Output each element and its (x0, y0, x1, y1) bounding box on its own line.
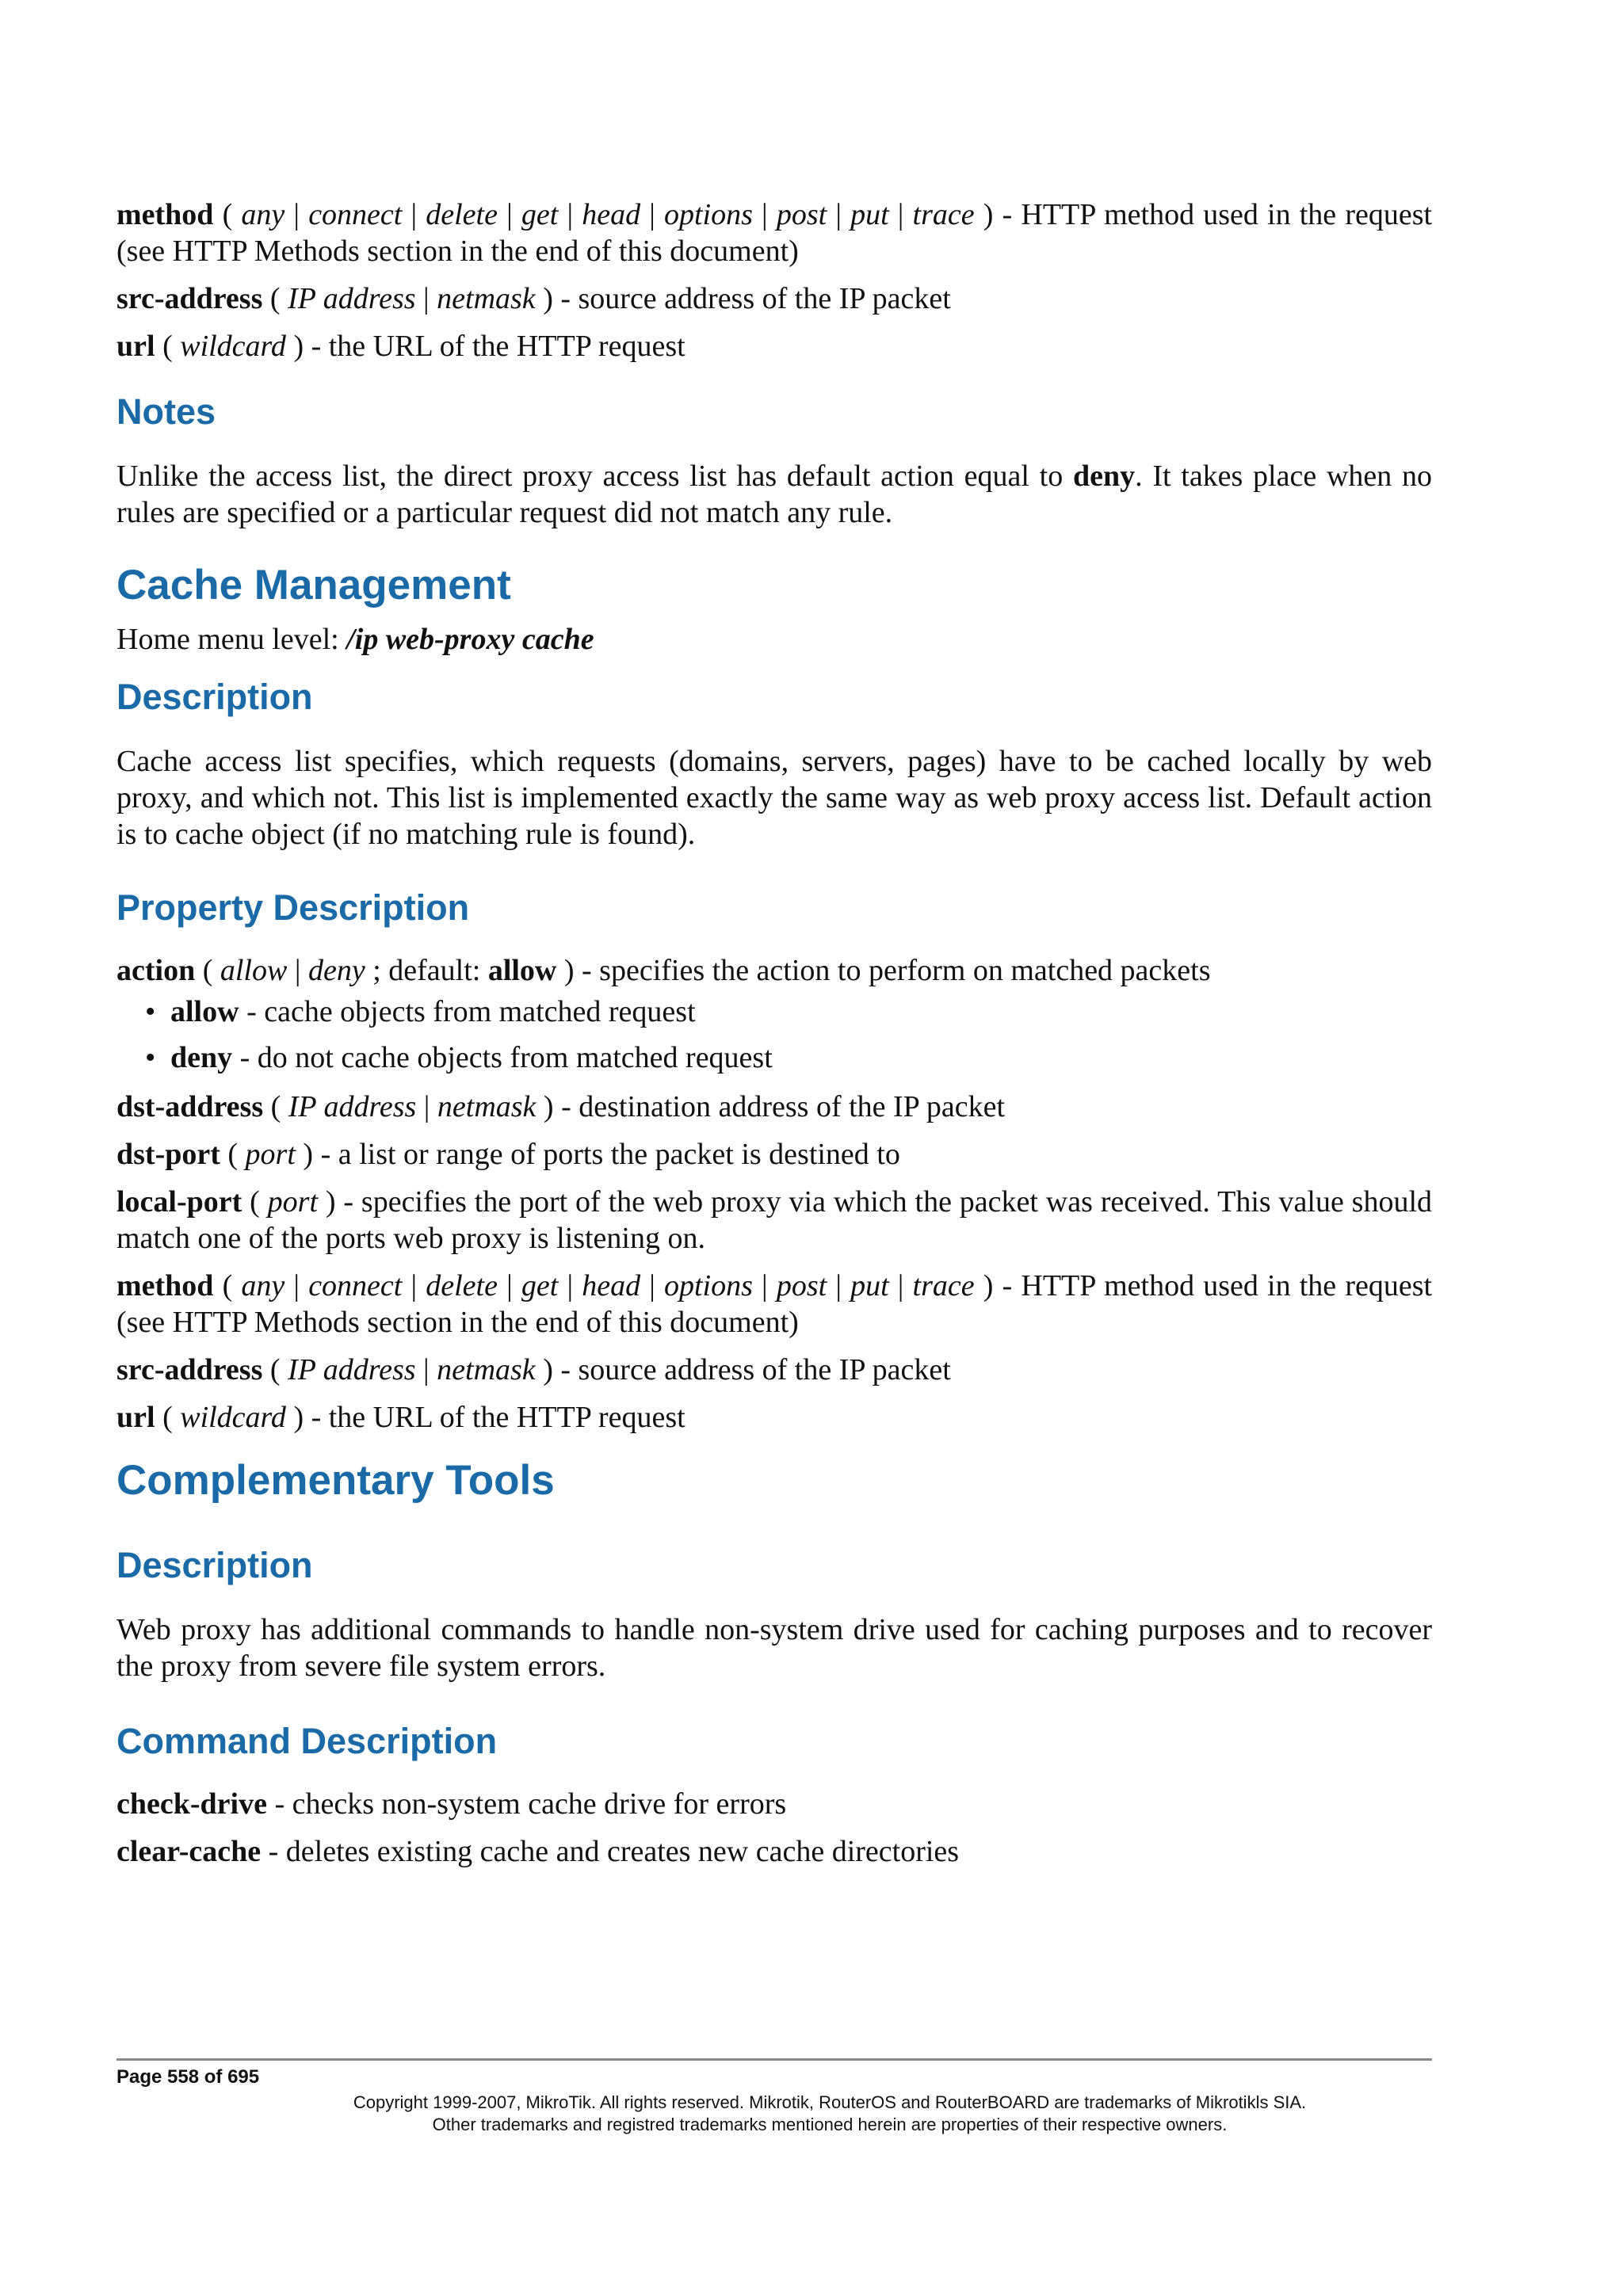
copyright-notice (116, 2092, 1543, 2136)
property-method: method ( any | connect | delete | get | head | options | post | put | trace ) - HTTP method used in the request (see HTTP Methods section in the end of this document) (116, 1269, 1433, 1339)
property-list-top (116, 196, 1432, 364)
complementary-tools-heading: Complementary Tools (116, 1457, 555, 1504)
command-clear-cache: clear-cache - deletes existing cache and creates new cache directories (116, 1835, 960, 1868)
property-dst-port: dst-port ( port ) - a list or range of ports the packet is destined to (116, 1138, 900, 1171)
menu-level: Home menu level: /ip web-proxy cache (116, 623, 594, 656)
complementary-description-text: Web proxy has additional commands to handle non-system drive used for caching purposes and to recover the proxy from severe file system errors. (116, 1613, 1432, 1683)
property-description-heading: Property Description (116, 887, 470, 928)
property-action: action ( allow | deny ; default: allow ) - specifies the action to perform on matched packets (116, 954, 1211, 987)
property-method: method ( any | connect | delete | get | head | options | post | put | trace ) - HTTP method used in the request (see HTTP Methods section in the end of this document) (116, 198, 1433, 268)
notes-text: Unlike the access list, the direct proxy access list has default action equal to deny. It takes place when no rules are specified or a particular request did not match any rule. (116, 460, 1432, 529)
list-item: • allow - cache objects from matched request (145, 995, 696, 1028)
list-item: • deny - do not cache objects from matched request (145, 1041, 773, 1074)
complementary-description-heading: Description (116, 1545, 313, 1585)
command-description-heading: Command Description (116, 1721, 498, 1761)
property-url: url ( wildcard ) - the URL of the HTTP request (116, 330, 685, 363)
property-src-address: src-address ( IP address | netmask ) - source address of the IP packet (116, 1353, 951, 1386)
trademark-line: Other trademarks and registred trademarks mentioned herein are properties of their respective owners. (432, 2115, 1228, 2134)
bullet-icon: • (145, 1041, 156, 1074)
action-values-list (116, 994, 1432, 1076)
copyright-line: Copyright 1999-2007, MikroTik. All rights reserved. Mikrotik, RouterOS and RouterBOARD are trademarks of Mikrotikls SIA. (353, 2092, 1307, 2112)
bullet-icon: • (145, 995, 156, 1028)
property-dst-address: dst-address ( IP address | netmask ) - destination address of the IP packet (116, 1090, 1006, 1123)
property-url: url ( wildcard ) - the URL of the HTTP request (116, 1401, 685, 1434)
page-content (116, 196, 1432, 1881)
notes-heading: Notes (116, 391, 216, 432)
property-list-cache (116, 1089, 1432, 1436)
property-local-port: local-port ( port ) - specifies the port of the web proxy via which the packet was received. This value should match one of the ports web proxy is listening on. (116, 1185, 1433, 1255)
page-number: Page 558 of 695 (116, 2066, 260, 2088)
cache-description-heading: Description (116, 677, 313, 717)
property-src-address: src-address ( IP address | netmask ) - source address of the IP packet (116, 282, 951, 315)
footer-divider (116, 2058, 1432, 2061)
command-check-drive: check-drive - checks non-system cache drive for errors (116, 1787, 787, 1821)
cache-management-heading: Cache Management (116, 562, 511, 608)
cache-description-text: Cache access list specifies, which requests (domains, servers, pages) have to be cached locally by web proxy, and which not. This list is implemented exactly the same way as web proxy access list. Default action is to cache object (if no matching rule is found). (116, 745, 1432, 851)
